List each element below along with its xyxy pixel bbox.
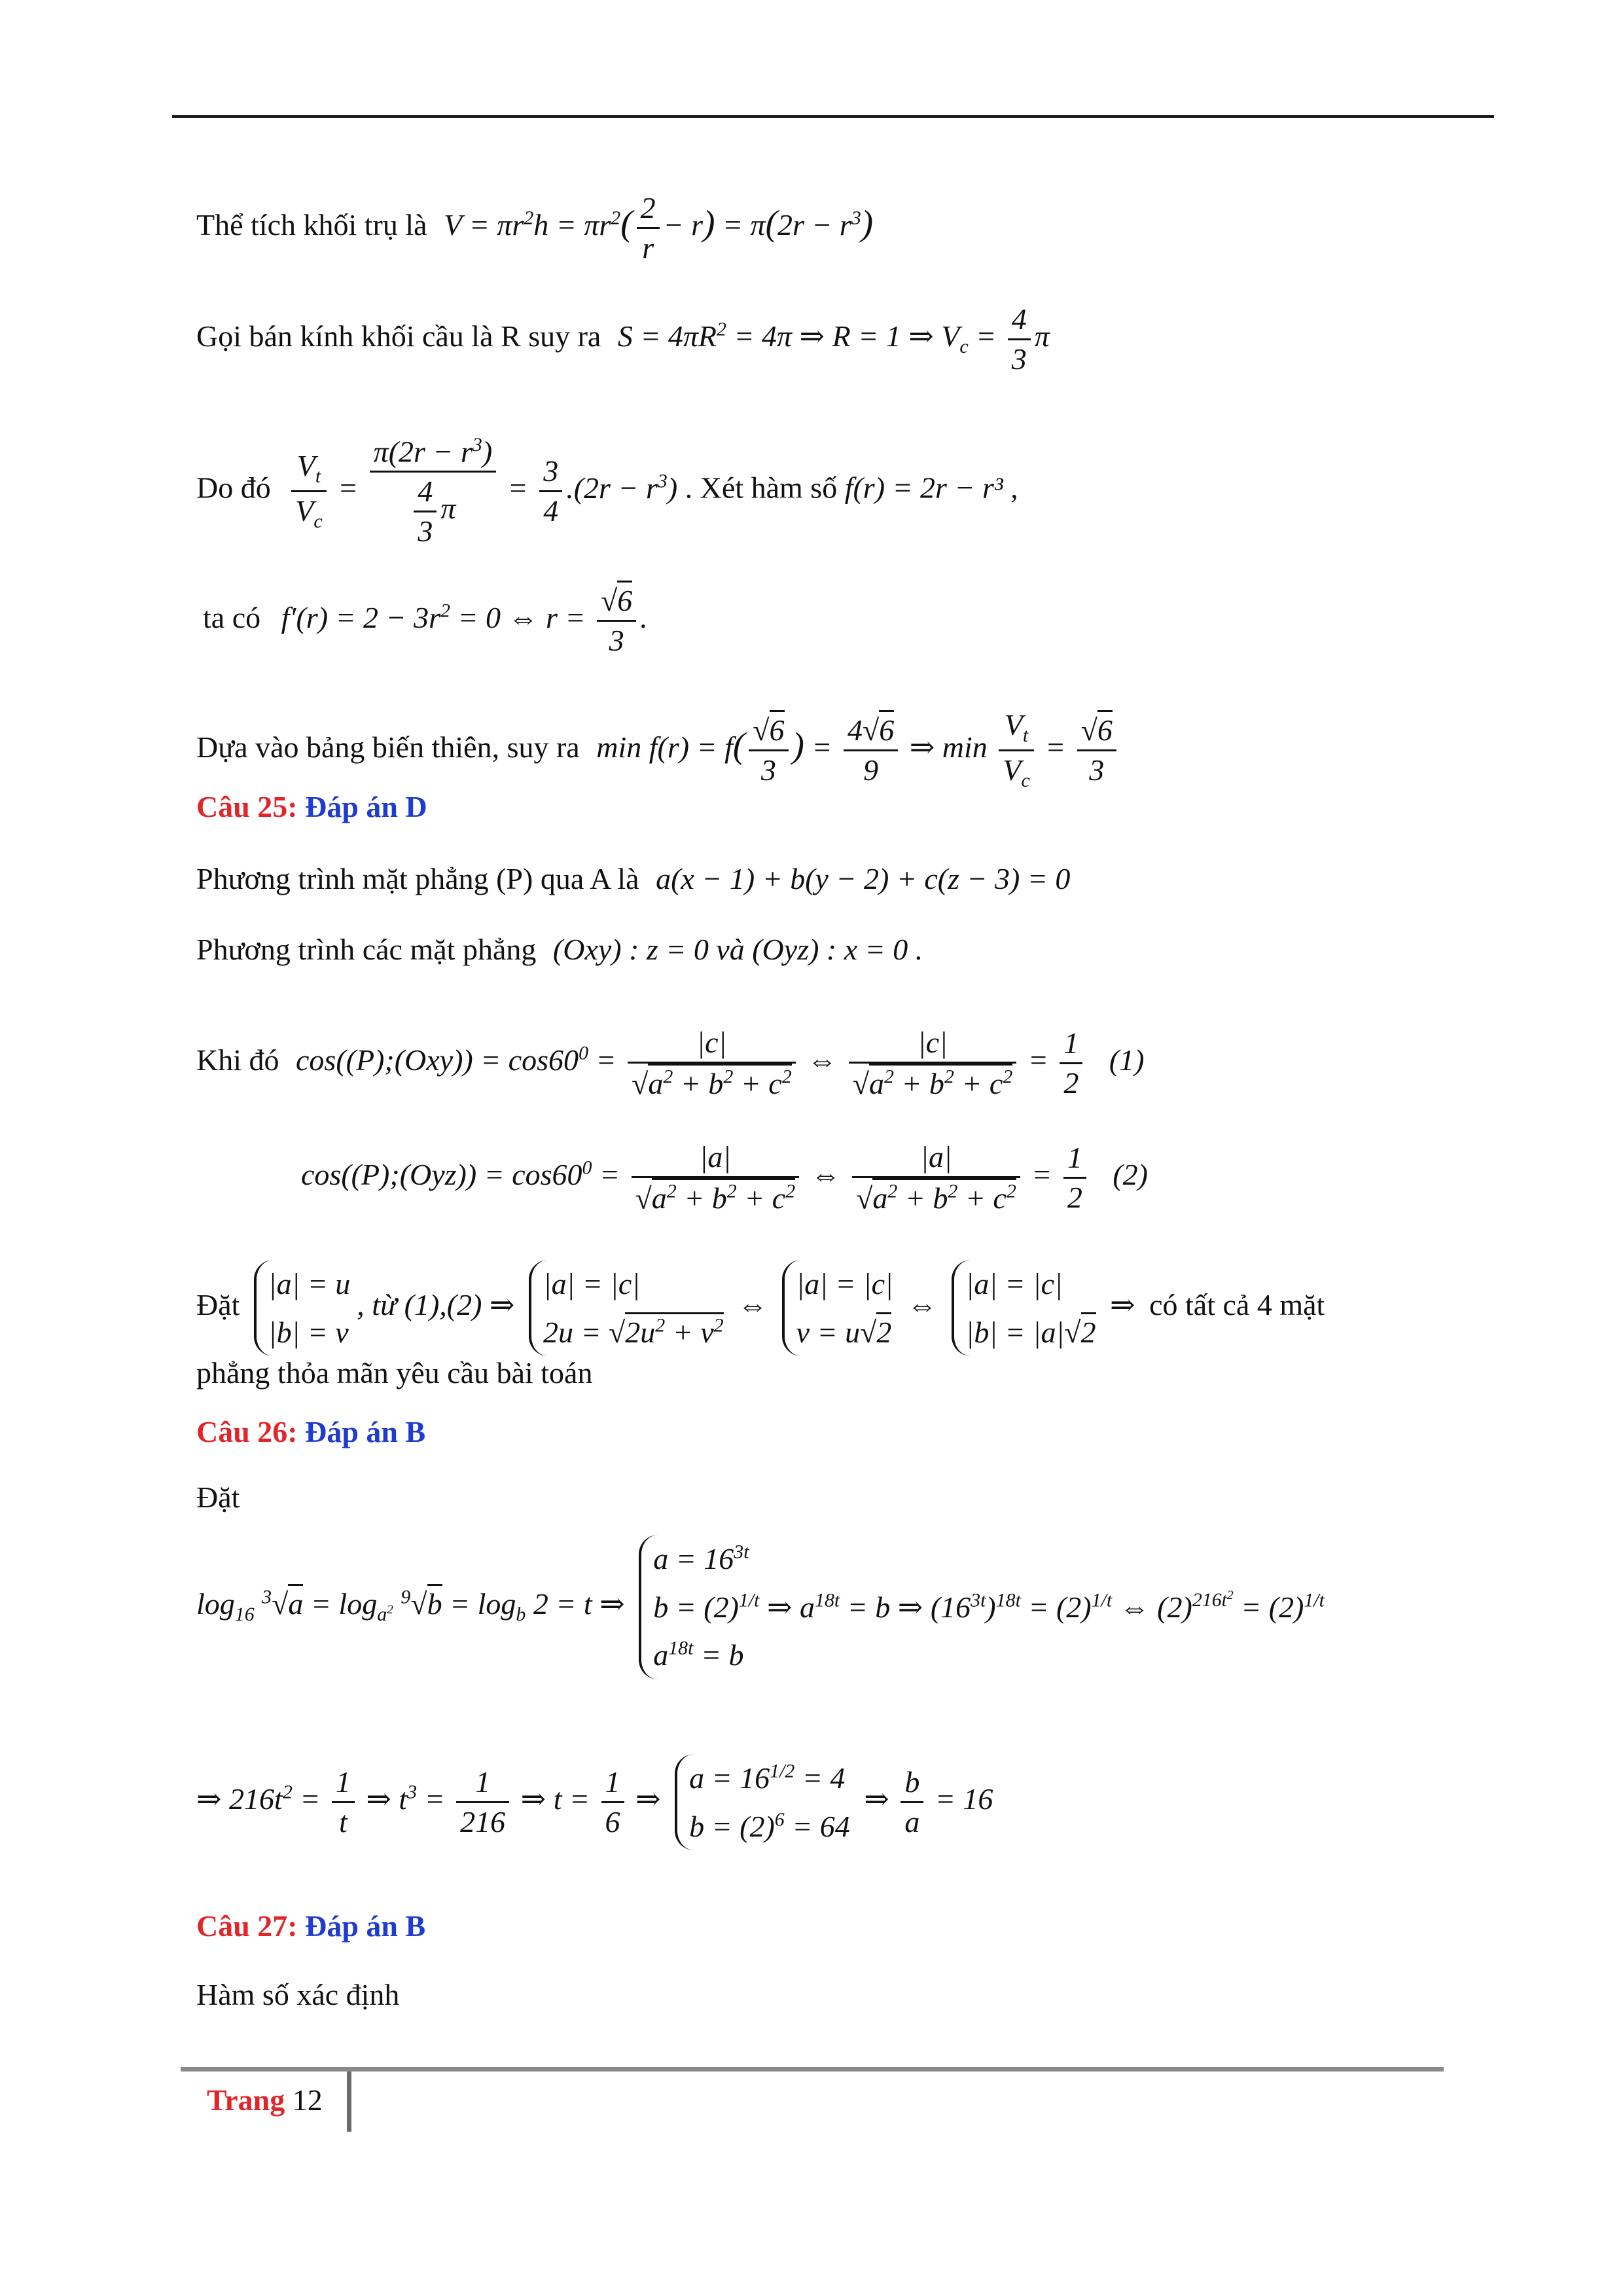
header-rule (172, 115, 1494, 118)
formula: min f(r) = f( $\frac{√6}{3}$ ) = $\frac{4√6}{9}$ ⇒ min $\frac{V_t}{V_c}$ = $\frac{√6}{3}$ (596, 730, 1120, 764)
question-label: Câu 25: (196, 790, 298, 823)
footer-rule (181, 2067, 1444, 2072)
text: Do đó (196, 471, 271, 505)
q25-line-4 (301, 1142, 1148, 1213)
formula: $S = 4\pi R^2 = 4\pi$ ⇒ R = 1 ⇒ $V_c$ = $\frac{4}{3}$ π (617, 302, 1050, 376)
formula: a(x − 1) + b(y − 2) + c(z − 3) = 0 (656, 862, 1071, 895)
text: phẳng thỏa mãn yêu cầu bài toán (196, 1356, 593, 1390)
formula: $V = \pi r^2h = \pi r^2$( $\frac{2}{r}$ − $r) = \pi(2r - r^3)$ (444, 191, 874, 264)
answer-label: Đáp án B (305, 1415, 426, 1448)
answer-label: Đáp án D (305, 790, 427, 823)
page-number: 12 (292, 2083, 323, 2117)
formula: cos((P);(Oxy)) = $\cos 60^0$ = $\frac{|c|}{√a^2 + b^2 + c^2}$ ⇔ $\frac{|c|}{√a^2 + b^2 + c^2}$ = $\frac{1}{2}$ (1) (296, 1026, 1145, 1101)
line-sphere-radius (196, 304, 1050, 374)
text: . Xét hàm số (685, 471, 838, 505)
line-derivative (196, 586, 648, 656)
text: Khi đó (196, 1043, 279, 1077)
formula: cos((P);(Oyz)) = $\cos 60^0$ = $\frac{|a|}{√a^2 + b^2 + c^2}$ ⇔ $\frac{|a|}{√a^2 + b^2 + c^2}$ = $\frac{1}{2}$ (2) (301, 1140, 1148, 1215)
text: có tất cả 4 mặt (1149, 1288, 1325, 1322)
q25-line-5 (196, 1260, 1325, 1356)
question-27-heading (196, 1911, 425, 1941)
question-26-heading (196, 1417, 425, 1447)
page-label: Trang (207, 2083, 285, 2117)
q25-line-1 (196, 864, 1070, 894)
formula: f(r) = 2r − r³ , (844, 471, 1018, 505)
answer-label: Đáp án B (305, 1909, 426, 1943)
text: Phương trình các mặt phẳng (196, 933, 537, 966)
line-cylinder-volume (196, 193, 873, 263)
text: Đặt (196, 1480, 240, 1514)
formula: $\log_{16} ^3√a = \log_{a^2} ^9√b = \log_b 2 = t$ ⇒ $a = 16^{3t}$ $b = (2)^{1/t}$ ⇒ $a^{18t} = b$ ⇒ $(16^{3t})^{18t} = (2)^{1/t}$ ⇔ $(2)^{216t^2} = (2)^{1/t}$ $a^{18t} = b$ (196, 1587, 1331, 1621)
q26-line-2 (196, 1535, 1331, 1679)
q25-line-3 (196, 1028, 1145, 1099)
formula: |a| = u |b| = v , từ (1),(2) ⇒ |a| = |c| $2u = √2u^2 + v^2$ ⇔ |a| = |c| v = u√2 ⇔ |a| = |c| |b| = |a|√2 ⇒ (247, 1288, 1143, 1321)
formula: ⇒ $216t^2$ = $\frac{1}{t}$ ⇒ $t^3$ = $\frac{1}{216}$ ⇒ t = $\frac{1}{6}$ ⇒ $a = 16^{1/2} = 4$ $b = (2)^6 = 64$ ⇒ $\frac{b}{a}$ = 16 (196, 1782, 993, 1816)
text: Hàm số xác định (196, 1978, 400, 2011)
question-label: Câu 26: (196, 1415, 298, 1448)
line-ratio (196, 435, 1018, 547)
text: Dựa vào bảng biến thiên, suy ra (196, 730, 580, 764)
text: ta có (203, 601, 261, 635)
formula: $\frac{V_t}{V_c}$ = $\pi(2r - r^3)$ $\frac{4}{3}$ π = $\frac{3}{4}$ $.(2r - r^3)$ (287, 471, 685, 505)
text: Gọi bán kính khối cầu là R suy ra (196, 319, 601, 353)
q25-line-2 (196, 935, 923, 965)
text: Phương trình mặt phẳng (P) qua A là (196, 862, 639, 895)
page-footer (207, 2083, 323, 2117)
text: Thể tích khối trụ là (196, 208, 427, 242)
q26-line-3 (196, 1754, 993, 1850)
question-label: Câu 27: (196, 1909, 298, 1943)
q27-line-1 (196, 1980, 399, 2010)
footer-divider (347, 2072, 351, 2132)
line-min (196, 710, 1120, 791)
formula: $f'(r) = 2 - 3r^2 = 0$ ⇔ r = $\frac{√6}{3}$ . (281, 601, 648, 634)
q25-line-6 (196, 1358, 592, 1388)
question-25-heading (196, 792, 427, 822)
text: Đặt (196, 1288, 240, 1322)
formula: (Oxy) : z = 0 và (Oyz) : x = 0 . (552, 933, 923, 966)
q26-line-1 (196, 1482, 240, 1513)
